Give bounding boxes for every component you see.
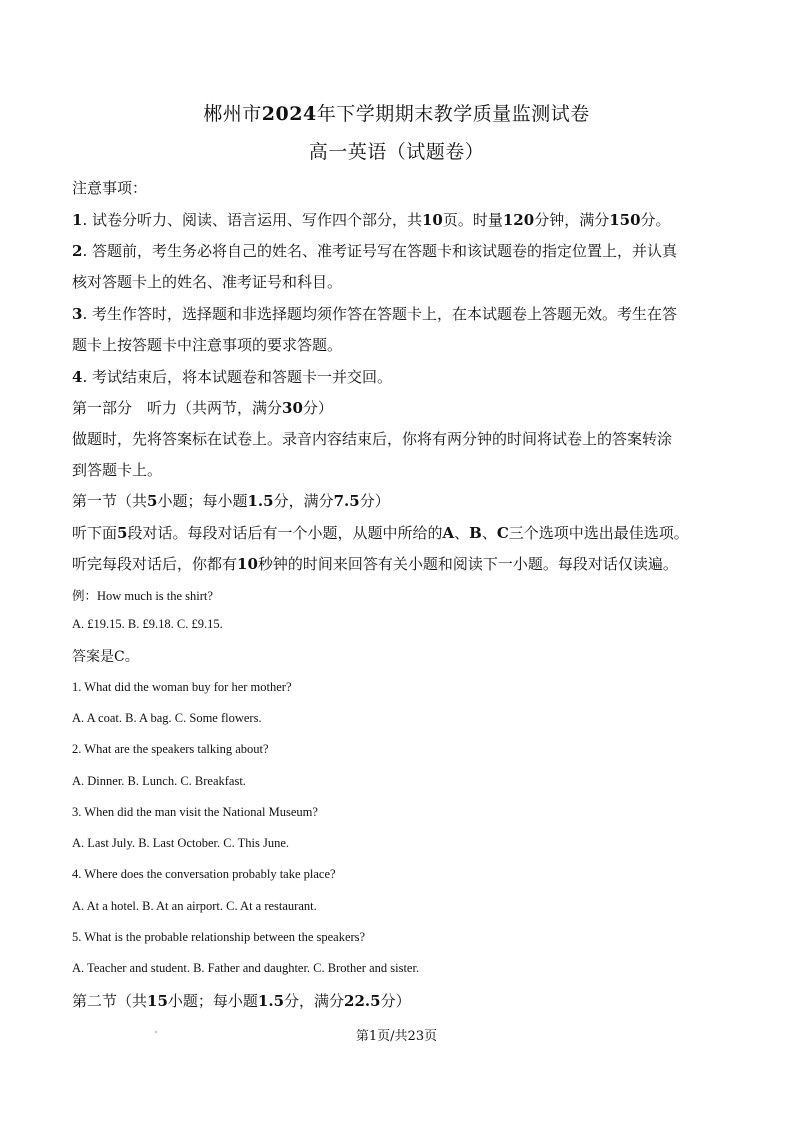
question-5-options: A. Teacher and student. B. Father and daughter. C. Brother and sister. <box>72 961 420 975</box>
question-4: 4. Where does the conversation probably take place? <box>72 867 336 881</box>
notice-item-3-line-1: 3. 考生作答时，选择题和非选择题均须作答在答题卡上，在本试题卷上答题无效。考生在答 <box>72 305 677 323</box>
example-answer: 答案是C。 <box>72 649 139 665</box>
question-3: 3. When did the man visit the National Museum? <box>72 805 318 819</box>
example-question: 例：How much is the shirt? <box>72 589 213 603</box>
question-4-options: A. At a hotel. B. At an airport. C. At a restaurant. <box>72 899 317 913</box>
question-3-options: A. Last July. B. Last October. C. This June. <box>72 836 289 850</box>
exam-title: 郴州市2024年下学期期末教学质量监测试卷 <box>203 103 590 125</box>
part1-heading: 第一部分 听力（共两节，满分30分） <box>72 399 333 417</box>
part1-intro-line-1: 做题时，先将答案标在试卷上。录音内容结束后，你将有两分钟的时间将试卷上的答案转涂 <box>72 430 673 448</box>
notice-heading: 注意事项： <box>72 179 148 197</box>
part1-intro-line-2: 到答题卡上。 <box>72 461 163 479</box>
notice-item-4: 4. 考试结束后，将本试题卷和答题卡一并交回。 <box>72 368 392 386</box>
example-options: A. £19.15. B. £9.18. C. £9.15. <box>72 617 223 631</box>
question-5: 5. What is the probable relationship between the speakers? <box>72 930 366 944</box>
question-2: 2. What are the speakers talking about? <box>72 742 269 756</box>
notice-item-2-line-1: 2. 答题前，考生务必将自己的姓名、准考证号写在答题卡和该试题卷的指定位置上，并认真 <box>72 242 677 260</box>
section1-instruction-line-1: 听下面5段对话。每段对话后有一个小题，从题中所给的A、B、C三个选项中选出最佳选项。 <box>72 524 689 542</box>
question-1-options: A. A coat. B. A bag. C. Some flowers. <box>72 711 262 725</box>
exam-subtitle: 高一英语（试题卷） <box>308 141 485 163</box>
question-1: 1. What did the woman buy for her mother? <box>72 680 292 694</box>
notice-item-1: 1. 试卷分听力、阅读、语言运用、写作四个部分，共10页。时量120分钟，满分150分。 <box>72 211 671 229</box>
notice-item-3-line-2: 题卡上按答题卡中注意事项的要求答题。 <box>72 336 343 354</box>
section1-instruction-line-2: 听完每段对话后，你都有10秒钟的时间来回答有关小题和阅读下一小题。每段对话仅读遍。 <box>72 555 678 573</box>
section1-heading: 第一节（共5小题；每小题1.5分，满分7.5分） <box>72 492 390 510</box>
section2-heading: 第二节（共15小题；每小题1.5分，满分22.5分） <box>72 992 411 1010</box>
question-2-options: A. Dinner. B. Lunch. C. Breakfast. <box>72 774 246 788</box>
page-footer: 第1页/共23页 <box>355 1029 438 1044</box>
notice-item-2-line-2: 核对答题卡上的姓名、准考证号和科目。 <box>72 273 343 291</box>
